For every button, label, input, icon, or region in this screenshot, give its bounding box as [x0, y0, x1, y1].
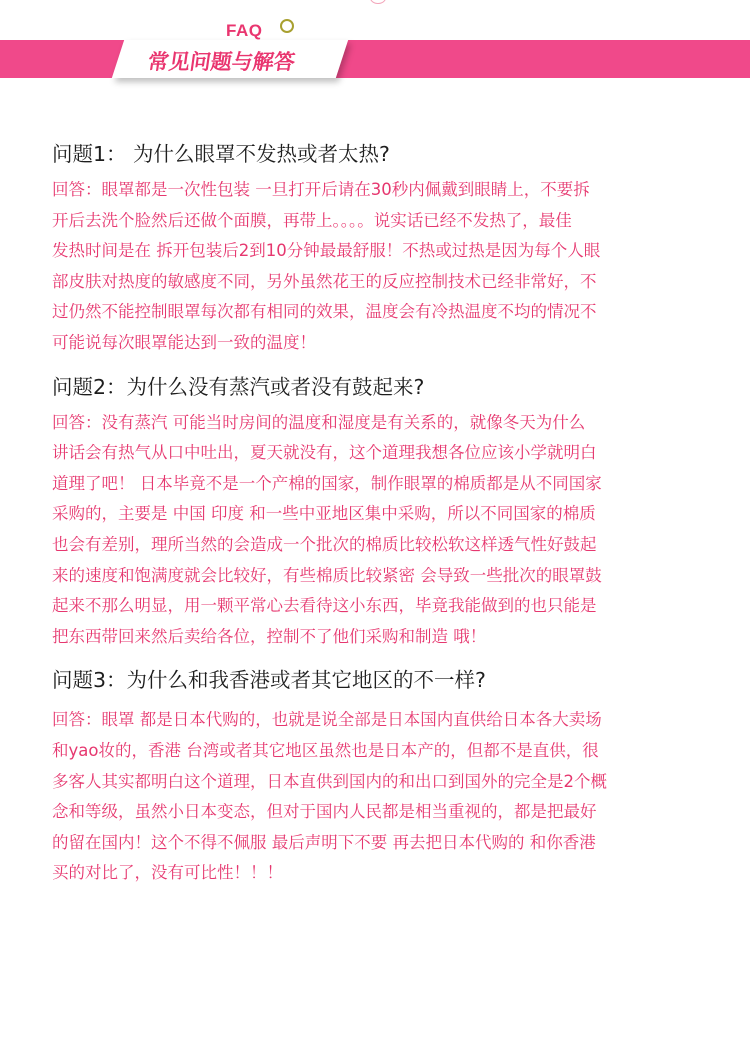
answer-line: 回答：没有蒸汽 可能当时房间的温度和湿度是有关系的，就像冬天为什么: [52, 412, 586, 432]
question-3: 问题3：为什么和我香港或者其它地区的不一样?: [52, 668, 486, 693]
answer-line: 采购的，主要是 中国 印度 和一些中亚地区集中采购，所以不同国家的棉质: [52, 504, 596, 524]
answer-line: 多客人其实都明白这个道理，日本直供到国内的和出口到国外的完全是2个概: [52, 771, 607, 791]
top-decoration: [370, 0, 386, 4]
answer-line: 念和等级，虽然小日本变态，但对于国内人民都是相当重视的，都是把最好: [52, 802, 597, 822]
qa-item: [52, 138, 712, 359]
answer-line: 回答：眼罩 都是日本代购的，也就是说全部是日本国内直供给日本各大卖场: [52, 710, 602, 730]
answer-line: 把东西带回来然后卖给各位，控制不了他们采购和制造 哦！: [52, 626, 487, 646]
answer-line: 可能说每次眼罩能达到一致的温度！: [52, 332, 316, 352]
qa-item: [52, 371, 712, 653]
answer-line: 过仍然不能控制眼罩每次都有相同的效果，温度会有冷热温度不均的情况不: [52, 302, 597, 322]
faq-label: FAQ: [226, 21, 263, 40]
answer-line: 买的对比了，没有可比性！！！: [52, 863, 283, 883]
question-1: 问题1： 为什么眼罩不发热或者太热?: [52, 142, 390, 166]
pin-icon: [280, 19, 294, 33]
answer-2: [52, 408, 712, 653]
qa-item: [52, 664, 712, 889]
answer-line: 部皮肤对热度的敏感度不同，另外虽然花王的反应控制技术已经非常好，不: [52, 271, 597, 291]
answer-line: 讲话会有热气从口中吐出，夏天就没有，这个道理我想各位应该小学就明白: [52, 443, 597, 463]
answer-line: 的留在国内！这个不得不佩服 最后声明下不要 再去把日本代购的 和你香港: [52, 832, 596, 852]
answer-line: 来的速度和饱满度就会比较好，有些棉质比较紧密 会导致一些批次的眼罩鼓: [52, 565, 602, 585]
answer-line: 开后去洗个脸然后还做个面膜，再带上。。。。说实话已经不发热了，最佳: [52, 210, 572, 230]
answer-line: 道理了吧！ 日本毕竟不是一个产棉的国家，制作眼罩的棉质都是从不同国家: [52, 473, 602, 493]
answer-line: 也会有差别，理所当然的会造成一个批次的棉质比较松软这样透气性好鼓起: [52, 534, 597, 554]
page-title: 常见问题与解答: [146, 50, 297, 74]
answer-line: 起来不那么明显，用一颗平常心去看待这小东西，毕竟我能做到的也只能是: [52, 596, 597, 616]
answer-line: 和yao妆的，香港 台湾或者其它地区虽然也是日本产的，但都不是直供，很: [52, 740, 599, 760]
qa-list: [52, 138, 712, 889]
answer-1: [52, 175, 712, 359]
answer-line: 回答：眼罩都是一次性包装 一旦打开后请在30秒内佩戴到眼睛上，不要拆: [52, 180, 590, 199]
answer-line: 发热时间是在 拆开包装后2到10分钟最最舒服！不热或过热是因为每个人眼: [52, 241, 601, 261]
answer-3: [52, 705, 712, 889]
question-2: 问题2：为什么没有蒸汽或者没有鼓起来?: [52, 374, 425, 399]
